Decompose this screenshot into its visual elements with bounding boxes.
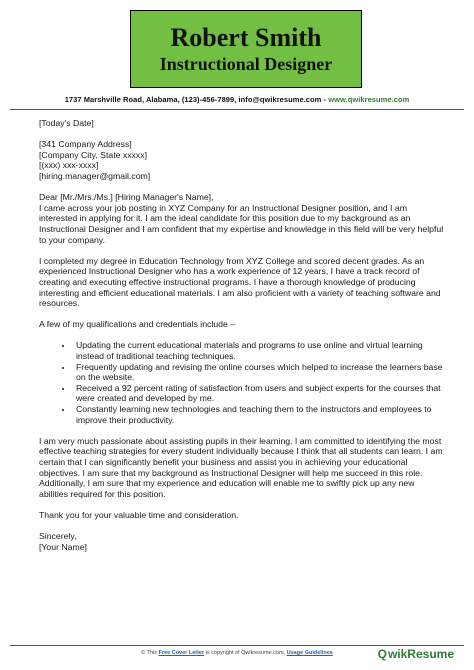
- list-item: • Constantly learning new technologies and teaching them to the instructors and employees to improve their productivity.: [73, 404, 444, 425]
- job-title: Instructional Designer: [159, 54, 333, 74]
- paragraph-education: I completed my degree in Education Technology from XYZ College and scored decent grades. As an experienced Instructional Designer who has a work experience of 12 years, I have a track record of creating and executing effective instructional programs. I have a thorough knowledge of producing interesting and efficient educational materials. I am also proficient with a variety of teaching software and resources.: [39, 255, 441, 309]
- footer-divider: [10, 645, 464, 646]
- recipient-address: [39, 139, 444, 181]
- closing: Sincerely,: [39, 531, 77, 542]
- thanks-line: Thank you for your valuable time and consideration.: [39, 509, 239, 520]
- logo-text: wikResume: [387, 647, 454, 661]
- paragraph-passion: I am very much passionate about assisting pupils in their learning. I am committed to identifying the most effective teaching strategies for every student individually because I think that all students can learn. I am certain that I can significantly benefit your business and assist you in achieving your educational objectives. I am sure that my background as Instructional Designer will help me succeed in this role. Additionally, I am sure that my experience and education will enable me to swiftly pick up any new abilities required for this position.: [39, 435, 443, 499]
- usage-guidelines-link[interactable]: Usage Guidelines: [286, 650, 333, 656]
- qualifications-list: [39, 340, 444, 425]
- salutation: Dear [Mr./Mrs./Ms.] [Hiring Manager's Name],: [39, 192, 214, 203]
- contact-separator: -: [321, 95, 329, 104]
- address-line: [hiring.manager@gmail.com]: [39, 170, 151, 181]
- header-divider: [10, 109, 464, 110]
- footer-middle: is copyright of Qwikresume.com.: [204, 650, 287, 656]
- list-item: • Updating the current educational materials and programs to use online and virtual learning instead of traditional teaching techniques.: [73, 340, 444, 361]
- qwikresume-logo[interactable]: [378, 647, 454, 661]
- footer-prefix: © This: [141, 650, 159, 656]
- qualifications-intro: A few of my qualifications and credentials include –: [39, 319, 236, 330]
- sign-off: [39, 531, 444, 552]
- paragraph-intro: I came across your job posting in XYZ Company for an Instructional Designer position, and I am interested in applying for it. I am the ideal candidate for this position due to my background as an Instructional Designer and I am confident that my expertise and knowledge in this field will be very helpful to your company.: [39, 202, 444, 245]
- website-link[interactable]: www.qwikresume.com: [328, 95, 410, 104]
- contact-details: 1737 Marshville Road, Alabama, (123)-456-7899, info@qwikresume.com: [64, 95, 322, 104]
- header-band: [130, 10, 362, 88]
- letter-body: [39, 118, 444, 563]
- applicant-name: Robert Smith: [170, 23, 322, 52]
- contact-line: [0, 95, 474, 104]
- address-line: [(xxx) xxx-xxxx]: [39, 160, 99, 171]
- address-line: [Company City, State xxxxx]: [39, 149, 147, 160]
- logo-q: Q: [377, 647, 387, 661]
- free-cover-letter-link[interactable]: Free Cover Letter: [158, 650, 205, 656]
- list-item: • Received a 92 percent rating of satisfaction from users and subject experts for the courses that were created and developed by me.: [73, 383, 444, 404]
- list-item: • Frequently updating and revising the online courses which helped to increase the learners base on the website.: [73, 362, 444, 383]
- letter-date: [Today's Date]: [39, 118, 94, 128]
- signature: [Your Name]: [39, 541, 87, 552]
- address-line: [341 Company Address]: [39, 139, 132, 150]
